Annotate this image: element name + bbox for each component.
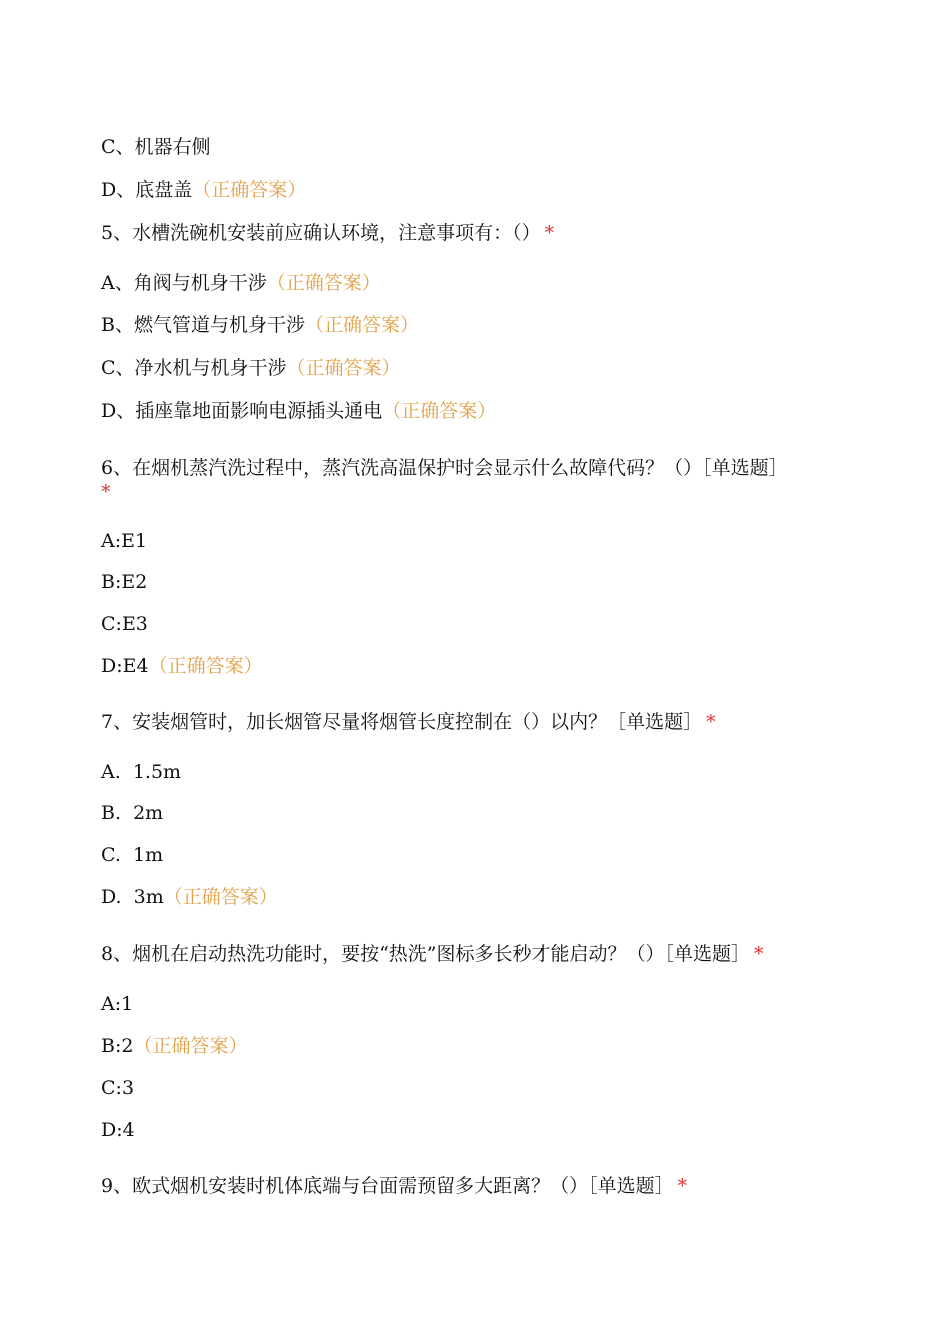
option-q8-c [101,1075,134,1101]
option-q5-b [101,312,419,338]
option-q5-a [101,270,381,296]
question-text: 9、欧式烟机安装时机体底端与台面需预留多大距离？（）［单选题］ [101,1175,674,1197]
question-text: 8、烟机在启动热洗功能时，要按“热洗”图标多长秒才能启动？（）［单选题］ [101,943,751,965]
option-text: D:E4 [101,655,149,677]
correct-answer-tag: （正确答案） [286,357,401,379]
question-text: 7、安装烟管时，加长烟管尽量将烟管长度控制在（）以内？［单选题］ [101,711,703,733]
question-6-required [101,481,111,503]
question-6 [101,455,788,481]
option-text: C、机器右侧 [101,136,211,158]
option-q8-a [101,991,133,1017]
option-text: D:4 [101,1119,135,1141]
option-q7-a [101,759,181,785]
correct-answer-tag: （正确答案） [266,272,381,294]
option-text: C. 1m [101,844,164,866]
option-q7-d [101,884,278,910]
correct-answer-tag: （正确答案） [148,655,263,677]
option-text: B、燃气管道与机身干涉 [101,314,305,336]
correct-answer-tag: （正确答案） [382,400,497,422]
required-mark: * [677,1175,688,1197]
option-q7-b [101,800,163,826]
option-text: C:3 [101,1077,135,1099]
option-text: A、角阀与机身干涉 [101,272,267,294]
question-9 [101,1173,687,1199]
option-q6-b [101,569,147,595]
option-q4-d [101,177,306,203]
option-text: A. 1.5m [101,761,182,783]
correct-answer-tag: （正确答案） [192,179,307,201]
question-text: 5、水槽洗碗机安装前应确认环境，注意事项有：（） [101,222,541,244]
correct-answer-tag: （正确答案） [133,1035,248,1057]
question-5 [101,220,554,246]
question-text: 6、在烟机蒸汽洗过程中，蒸汽洗高温保护时会显示什么故障代码？（）［单选题］ [101,457,788,479]
option-text: D. 3m [101,886,164,908]
correct-answer-tag: （正确答案） [304,314,419,336]
option-q8-b [101,1033,247,1059]
option-q5-d [101,398,496,424]
correct-answer-tag: （正确答案） [163,886,278,908]
option-text: D、插座靠地面影响电源插头通电 [101,400,383,422]
option-text: B:2 [101,1035,134,1057]
question-8 [101,941,764,967]
option-text: D、底盘盖 [101,179,193,201]
option-text: B:E2 [101,571,148,593]
required-mark: * [754,943,764,965]
option-q7-c [101,842,163,868]
option-text: A:E1 [101,530,148,552]
option-q6-a [101,528,147,554]
option-q4-c [101,134,211,160]
option-q8-d [101,1117,135,1143]
question-7 [101,709,716,735]
required-mark: * [101,481,111,503]
option-text: C:E3 [101,613,148,635]
option-q6-c [101,611,148,637]
option-q6-d [101,653,263,679]
option-text: C、净水机与机身干涉 [101,357,287,379]
option-text: B. 2m [101,802,164,824]
required-mark: * [706,711,716,733]
option-q5-c [101,355,401,381]
required-mark: * [544,222,555,244]
option-text: A:1 [101,993,134,1015]
